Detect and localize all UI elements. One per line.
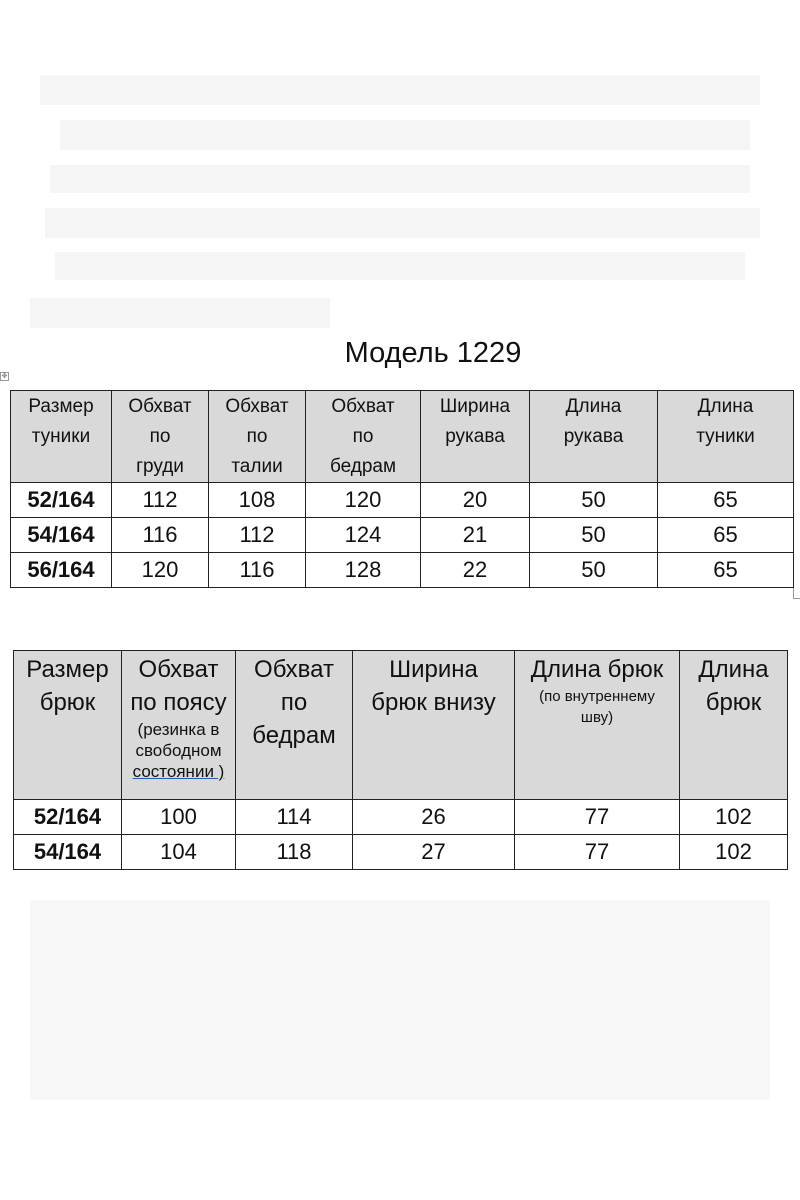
chest-cell: 116 [112,518,209,553]
header-size: Размер брюк [14,651,122,800]
table-header-row [11,391,794,483]
pants-size-table [13,650,788,870]
tunic-length-cell: 65 [658,518,794,553]
hips-cell: 118 [236,835,353,870]
header-inseam-note: (по внутреннему шву) [539,688,655,726]
header-hips: Обхват по бедрам [306,391,421,483]
table-row [11,553,794,588]
header-size: Размер туники [11,391,112,483]
bottom-width-cell: 27 [353,835,515,870]
tunic-size-table [10,390,794,588]
header-tunic-length: Длина туники [658,391,794,483]
table-header-row [14,651,788,800]
header-sleeve-width: Ширина рукава [421,391,530,483]
pants-length-cell: 102 [680,835,788,870]
size-cell: 56/164 [11,553,112,588]
sleeve-width-cell: 22 [421,553,530,588]
table-resize-handle[interactable] [793,588,800,599]
size-cell: 52/164 [14,800,122,835]
header-waist: Обхват по талии [209,391,306,483]
sleeve-length-cell: 50 [530,483,658,518]
header-sleeve-length: Длина рукава [530,391,658,483]
sleeve-width-cell: 20 [421,483,530,518]
sleeve-length-cell: 50 [530,518,658,553]
waist-cell: 108 [209,483,306,518]
size-cell: 54/164 [14,835,122,870]
header-waist-note: (резинка в свободном состоянии ) [132,720,225,781]
header-waist: Обхват по поясу (резинка в свободном состоянии ) [122,651,236,800]
sleeve-width-cell: 21 [421,518,530,553]
tunic-length-cell: 65 [658,483,794,518]
waist-cell: 100 [122,800,236,835]
header-hips: Обхват по бедрам [236,651,353,800]
size-cell: 52/164 [11,483,112,518]
hips-cell: 120 [306,483,421,518]
page-title: Модель 1229 [344,337,522,369]
bottom-width-cell: 26 [353,800,515,835]
header-pants-length: Длина брюк [680,651,788,800]
tunic-length-cell: 65 [658,553,794,588]
waist-cell: 112 [209,518,306,553]
hips-cell: 128 [306,553,421,588]
waist-cell: 104 [122,835,236,870]
table-row [14,835,788,870]
chest-cell: 112 [112,483,209,518]
table-row [11,518,794,553]
header-inseam-length: Длина брюк (по внутреннему шву) [515,651,680,800]
pants-length-cell: 102 [680,800,788,835]
sleeve-length-cell: 50 [530,553,658,588]
inseam-length-cell: 77 [515,800,680,835]
header-chest: Обхват по груди [112,391,209,483]
waist-cell: 116 [209,553,306,588]
hips-cell: 124 [306,518,421,553]
size-cell: 54/164 [11,518,112,553]
inseam-length-cell: 77 [515,835,680,870]
header-bottom-width: Ширина брюк внизу [353,651,515,800]
table-move-handle[interactable]: ✥ [1,373,8,380]
table-row [14,800,788,835]
table-row [11,483,794,518]
chest-cell: 120 [112,553,209,588]
hips-cell: 114 [236,800,353,835]
